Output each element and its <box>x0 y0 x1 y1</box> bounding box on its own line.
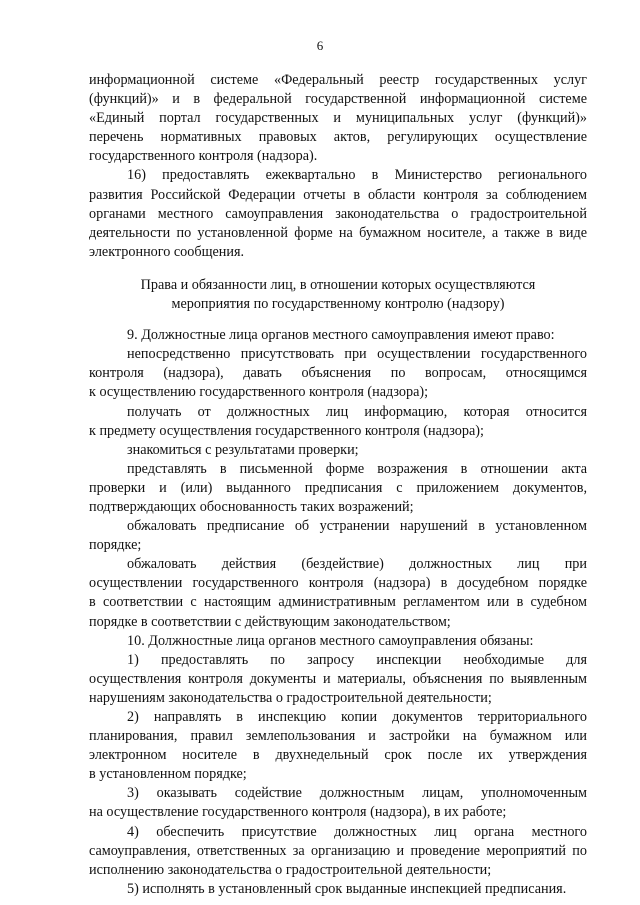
text-line: органами местного самоуправления законодательства о градостроительной <box>89 205 587 222</box>
text-line: проверки и (или) выданного предписания с приложением документов, <box>89 479 587 496</box>
text-line: контроля (надзора), давать объяснения по вопросам, относящимся <box>89 365 587 382</box>
text-line: порядке; <box>89 537 142 554</box>
text-line: деятельности по установленной форме на бумажном носителе, а также в виде <box>89 224 587 241</box>
text-line: планирования, правил землепользования и застройки на бумажном или <box>89 728 587 745</box>
section-title-line: мероприятия по государственному контролю (надзору) <box>171 296 505 313</box>
text-line: государственного контроля (надзора). <box>89 148 318 165</box>
text-line: 10. Должностные лица органов местного самоуправления обязаны: <box>127 632 534 649</box>
page-number: 6 <box>316 38 324 53</box>
text-line: 5) исполнять в установленный срок выданные инспекцией предписания. <box>127 880 567 897</box>
text-line: 4) обеспечить присутствие должностных лиц органа местного <box>127 823 587 840</box>
text-line: осуществления контроля документы и материалы, объяснения по выявленным <box>89 670 587 687</box>
text-line: порядке в соответствии с действующим законодательством; <box>89 613 451 630</box>
text-line: к предмету осуществления государственного контроля (надзора); <box>89 422 484 439</box>
bottom-paragraphs <box>89 326 587 899</box>
text-line: на осуществление государственного контроля (надзора), в их работе; <box>89 804 507 821</box>
text-line: осуществлении государственного контроля (надзора) в досудебном порядке <box>89 575 587 592</box>
text-line: подтверждающих обоснованность таких возражений; <box>89 498 414 515</box>
text-line: «Единый портал государственных и муниципальных услуг (функций)» <box>89 110 587 127</box>
text-line: (функций)» и в федеральной государственной информационной системе <box>89 91 587 108</box>
text-line: обжаловать действия (бездействие) должностных лиц при <box>127 556 587 573</box>
text-line: представлять в письменной форме возражения в отношении акта <box>127 460 587 477</box>
text-line: в соответствии с настоящим административным регламентом или в судебном <box>89 594 587 611</box>
text-line: нарушениям законодательства о градостроительной деятельности; <box>89 689 492 706</box>
text-line: 3) оказывать содействие должностным лицам, уполномоченным <box>127 785 587 802</box>
section-title-line: Права и обязанности лиц, в отношении которых осуществляются <box>140 276 536 293</box>
text-line: получать от должностных лиц информацию, которая относится <box>127 403 587 420</box>
text-line: обжаловать предписание об устранении нарушений в установленном <box>127 518 587 535</box>
text-line: 16) предоставлять ежеквартально в Министерство регионального <box>127 167 587 184</box>
document-body <box>89 71 587 899</box>
text-line: непосредственно присутствовать при осуществлении государственного <box>127 346 587 363</box>
text-line: в установленном порядке; <box>89 766 247 783</box>
text-line: электронном носителе в двухнедельный срок после их утверждения <box>89 747 587 764</box>
text-line: исполнению законодательства о градостроительной деятельности; <box>89 861 492 878</box>
text-line: электронного сообщения. <box>89 243 245 260</box>
text-line: перечень нормативных правовых актов, регулирующих осуществление <box>89 129 587 146</box>
text-line: 2) направлять в инспекцию копии документов территориального <box>127 709 587 725</box>
text-line: 1) предоставлять по запросу инспекции необходимые для <box>127 651 587 668</box>
text-line: информационной системе «Федеральный реестр государственных услуг <box>89 72 587 88</box>
text-line: самоуправления, ответственных за организацию и проведение мероприятий по <box>89 842 587 859</box>
text-line: 9. Должностные лица органов местного самоуправления имеют право: <box>127 327 555 344</box>
text-line: к осуществлению государственного контроля (надзора); <box>89 384 429 401</box>
top-paragraphs <box>89 71 587 262</box>
text-line: развития Российской Федерации отчеты в области контроля за соблюдением <box>89 186 587 203</box>
section-title <box>89 276 587 314</box>
text-line: знакомиться с результатами проверки; <box>127 441 359 458</box>
